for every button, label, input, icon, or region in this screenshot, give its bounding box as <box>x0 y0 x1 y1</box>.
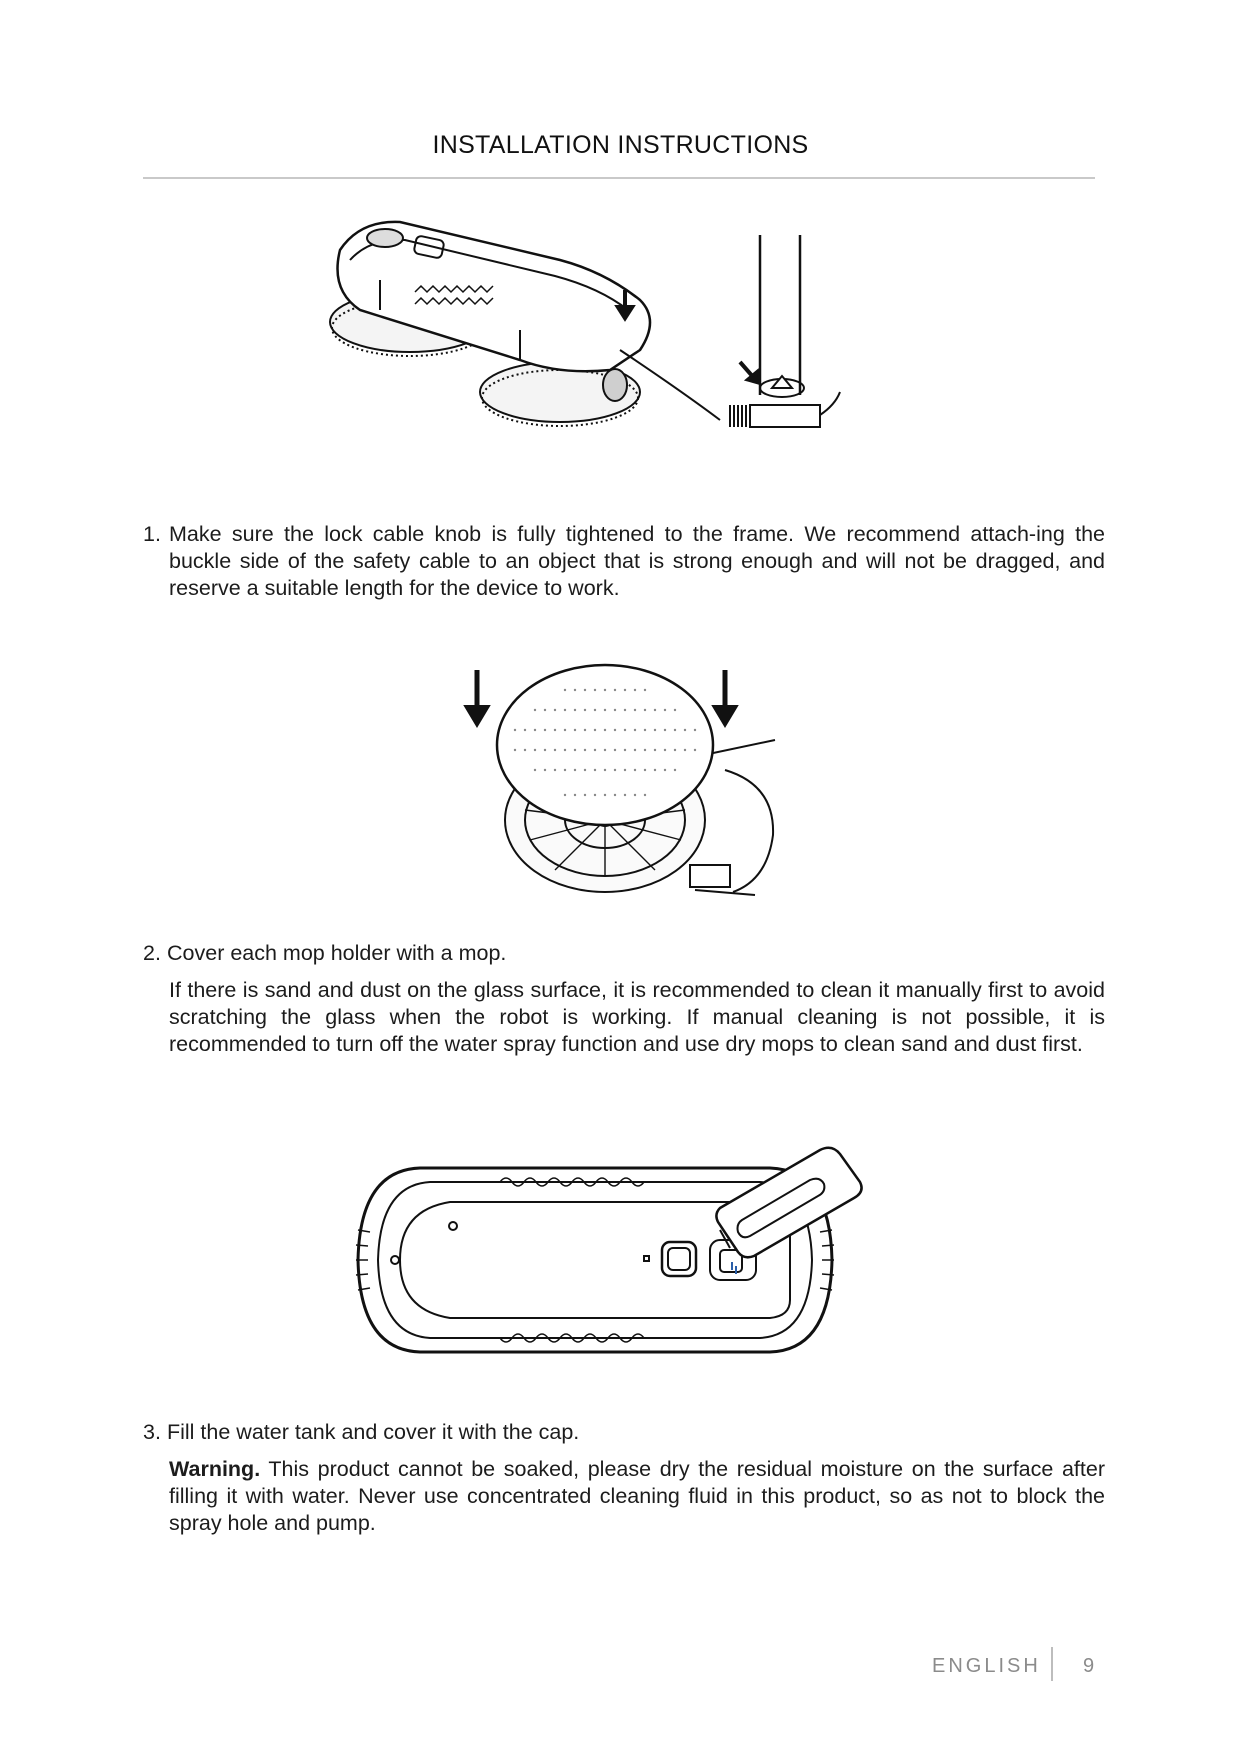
step-2-note: If there is sand and dust on the glass surface, it is recommended to clean it manually first to avoid scratching the glass when the robot is working. If manual cleaning is not possible, it is recommended to turn off the water spray function and use dry mops to clean sand and dust first. <box>169 978 1105 1056</box>
title-divider <box>143 177 1095 179</box>
warning-label: Warning. <box>169 1457 261 1481</box>
step-2-number: 2. <box>143 941 161 965</box>
water-tank-fill-illustration <box>350 1130 890 1380</box>
footer-language: ENGLISH <box>932 1655 1041 1677</box>
step-3 <box>143 1419 1105 1446</box>
robot-safety-cable-illustration <box>320 210 920 490</box>
warning-text: This product cannot be soaked, please dry the residual moisture on the surface after filling it with water. Never use concentrated cleaning fluid in this product, so as not to block the spray hole and pump. <box>169 1457 1105 1535</box>
page-number: 9 <box>1083 1655 1095 1677</box>
page-title: INSTALLATION INSTRUCTIONS <box>432 131 809 159</box>
step-3-text: Fill the water tank and cover it with the cap. <box>167 1420 580 1444</box>
step-1-text: Make sure the lock cable knob is fully tightened to the frame. We recommend attach-ing the buckle side of the safety cable to an object that is strong enough and will not be dragged, and reserve a suitable length for the device to work. <box>169 522 1105 600</box>
step-3-number: 3. <box>143 1420 161 1444</box>
step-2-text: Cover each mop holder with a mop. <box>167 941 507 965</box>
step-3-warning <box>169 1456 1105 1537</box>
step-2 <box>143 940 1105 967</box>
mop-holder-illustration <box>455 660 795 920</box>
footer-divider <box>1051 1647 1053 1681</box>
step-1 <box>143 521 1105 602</box>
step-1-number: 1. <box>143 522 161 546</box>
